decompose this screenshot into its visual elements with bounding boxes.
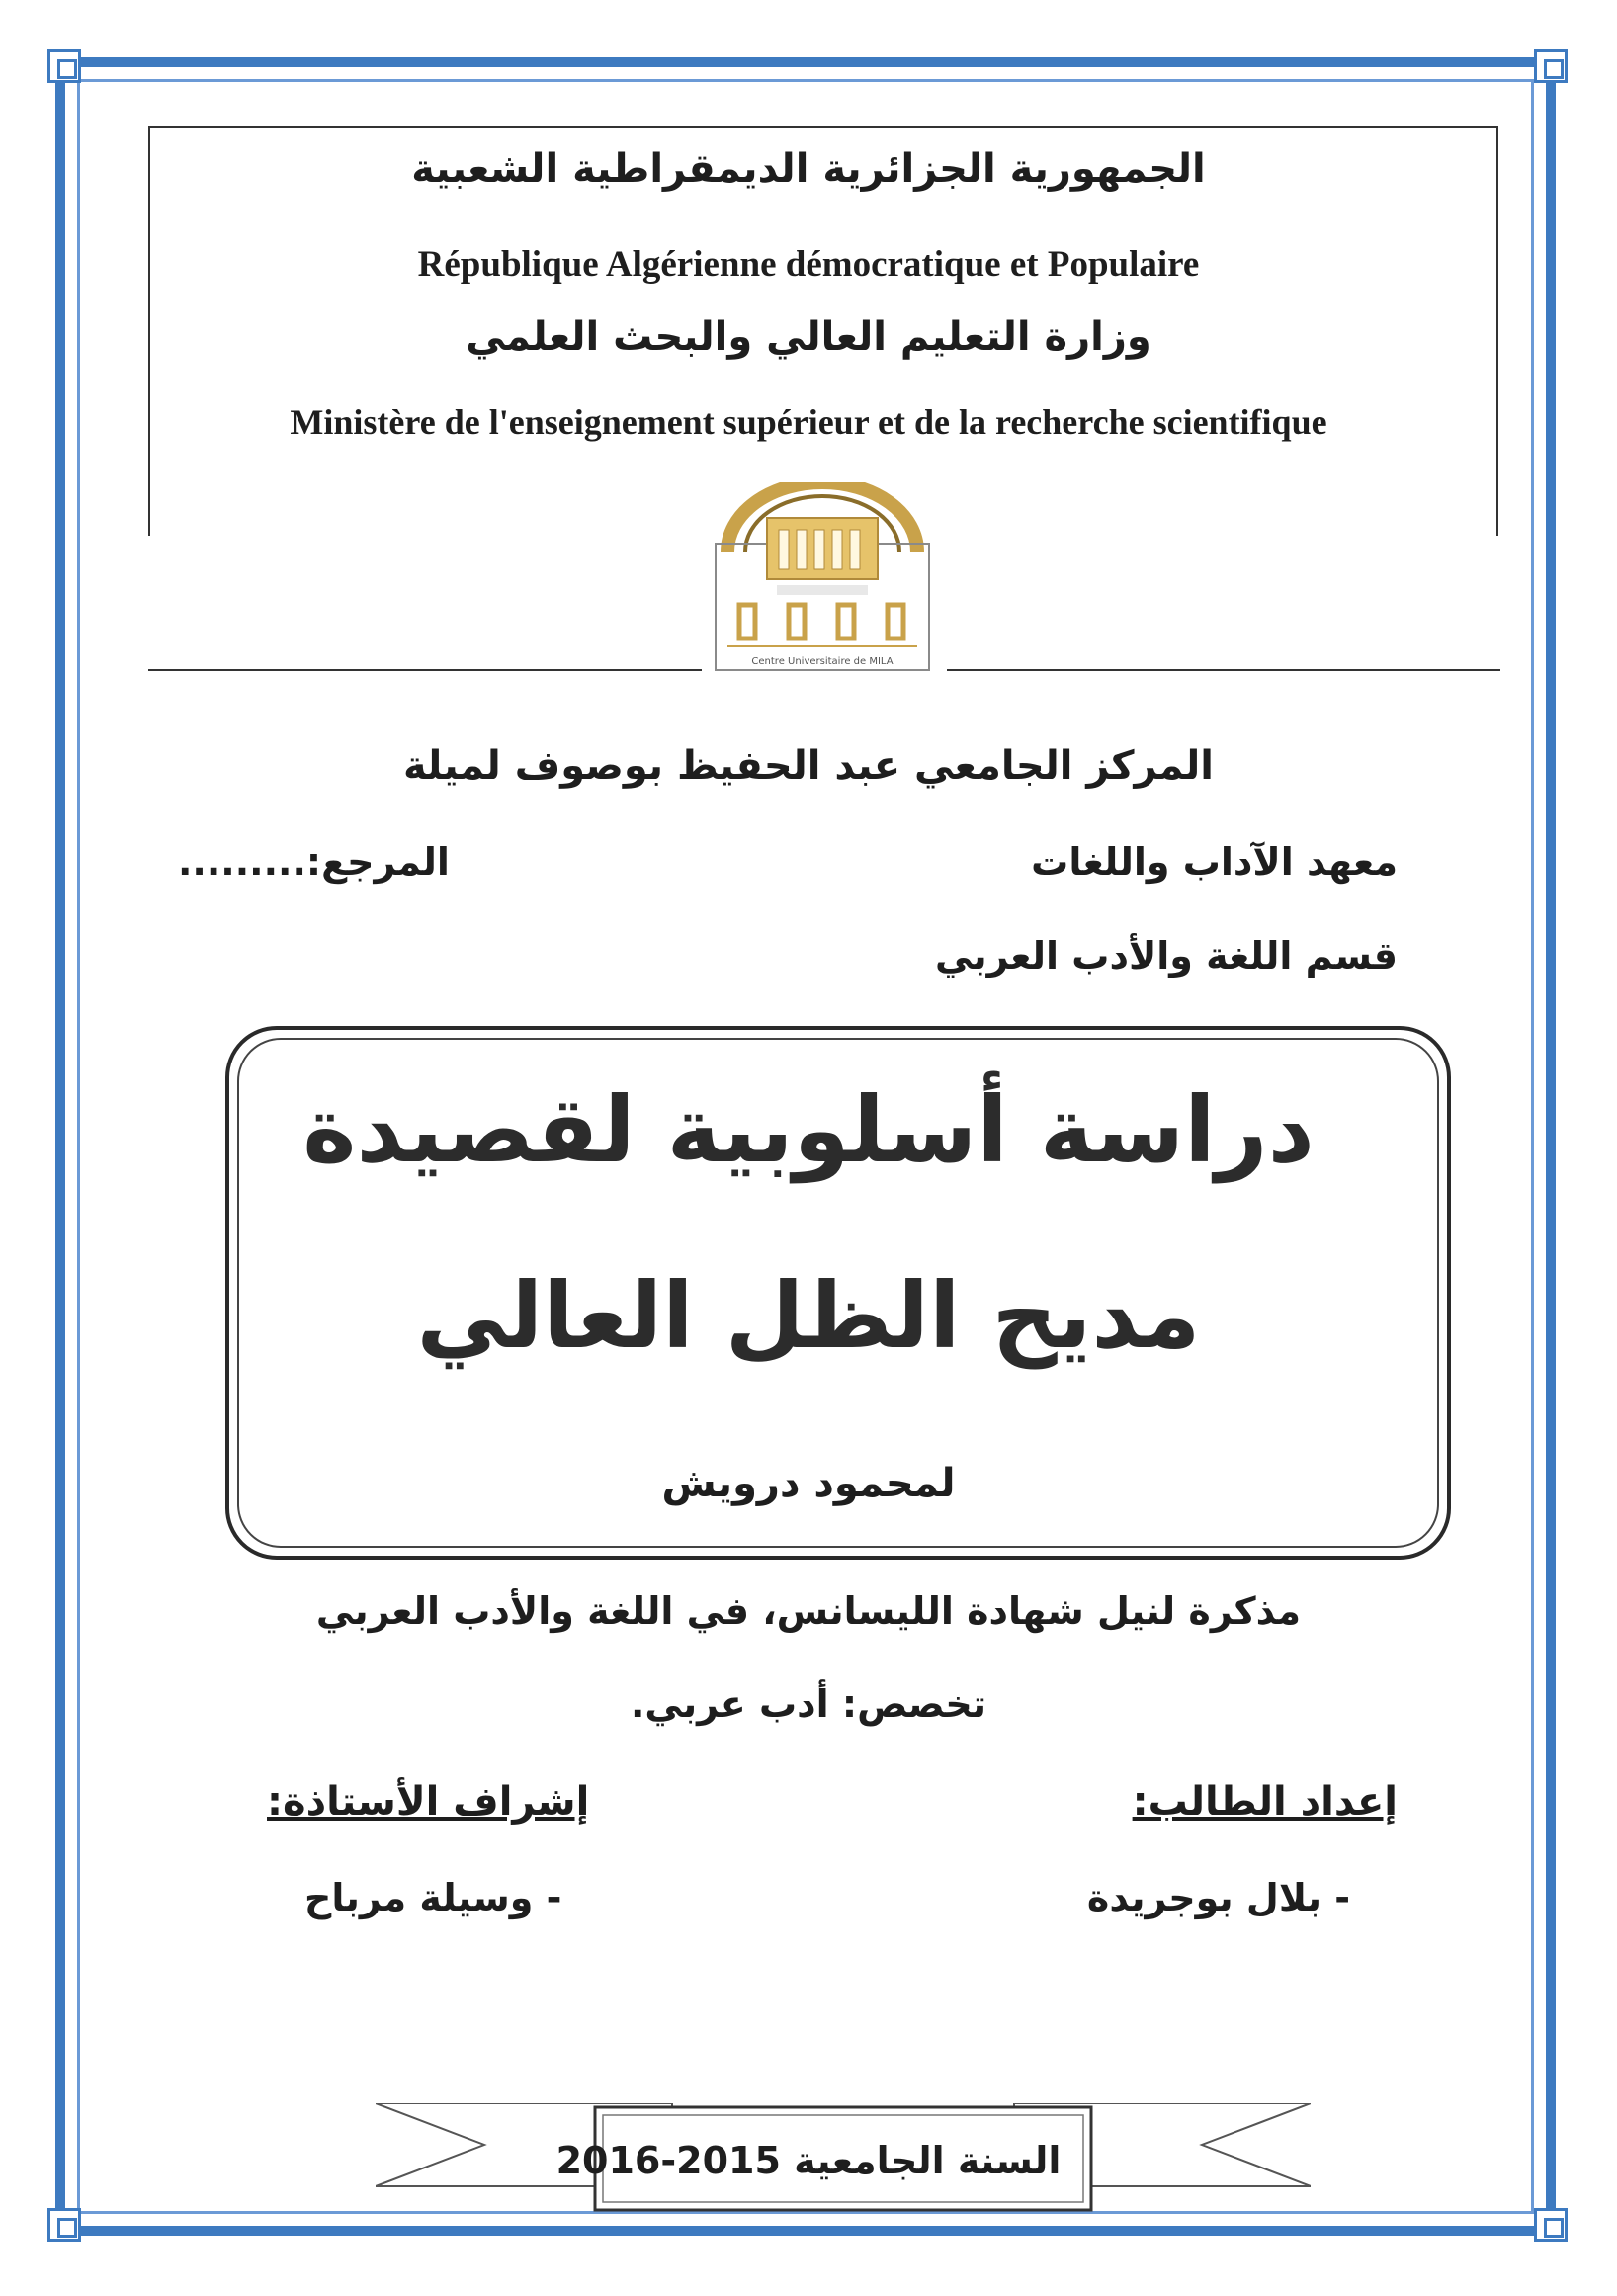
university-center-name: المركز الجامعي عبد الحفيظ بوصوف لميلة — [403, 743, 1214, 789]
corner-ornament-icon — [47, 2208, 81, 2242]
thesis-title-line-1: دراسة أسلوبية لقصيدة — [302, 1077, 1315, 1183]
speciality: تخصص: أدب عربي. — [630, 1682, 987, 1726]
department-name: قسم اللغة والأدب العربي — [934, 934, 1398, 978]
prepared-by-label: إعداد الطالب: — [1132, 1779, 1398, 1825]
ministry-name-french: Ministère de l'enseignement supérieur et de la recherche scientifique — [290, 402, 1327, 442]
memoir-purpose: مذكرة لنيل شهادة الليسانس، في اللغة والأدب العربي — [315, 1589, 1302, 1633]
corner-ornament-icon — [47, 49, 81, 83]
reference-field: المرجع:......... — [178, 840, 450, 884]
corner-ornament-icon — [1534, 49, 1568, 83]
institute-name: معهد الآداب واللغات — [1031, 840, 1398, 884]
republic-name-french: République Algérienne démocratique et Populaire — [417, 244, 1200, 285]
republic-name-arabic: الجمهورية الجزائرية الديمقراطية الشعبية — [411, 146, 1206, 192]
academic-year: السنة الجامعية 2015-2016 — [555, 2139, 1062, 2182]
supervisor-name: - وسيلة مرباح — [304, 1876, 562, 1919]
emblem-caption: Centre Universitaire de MILA — [751, 656, 894, 667]
thesis-title-line-2: مديح الظل العالي — [416, 1263, 1201, 1369]
ministry-name-arabic: وزارة التعليم العالي والبحث العلمي — [466, 314, 1151, 360]
supervised-by-label: إشراف الأستاذة: — [267, 1779, 590, 1825]
header-divider-left — [148, 669, 702, 671]
header-divider-right — [947, 669, 1500, 671]
student-name: - بلال بوجريدة — [1086, 1876, 1350, 1919]
corner-ornament-icon — [1534, 2208, 1568, 2242]
poem-author: لمحمود درويش — [661, 1461, 956, 1506]
university-emblem-icon — [708, 482, 937, 676]
